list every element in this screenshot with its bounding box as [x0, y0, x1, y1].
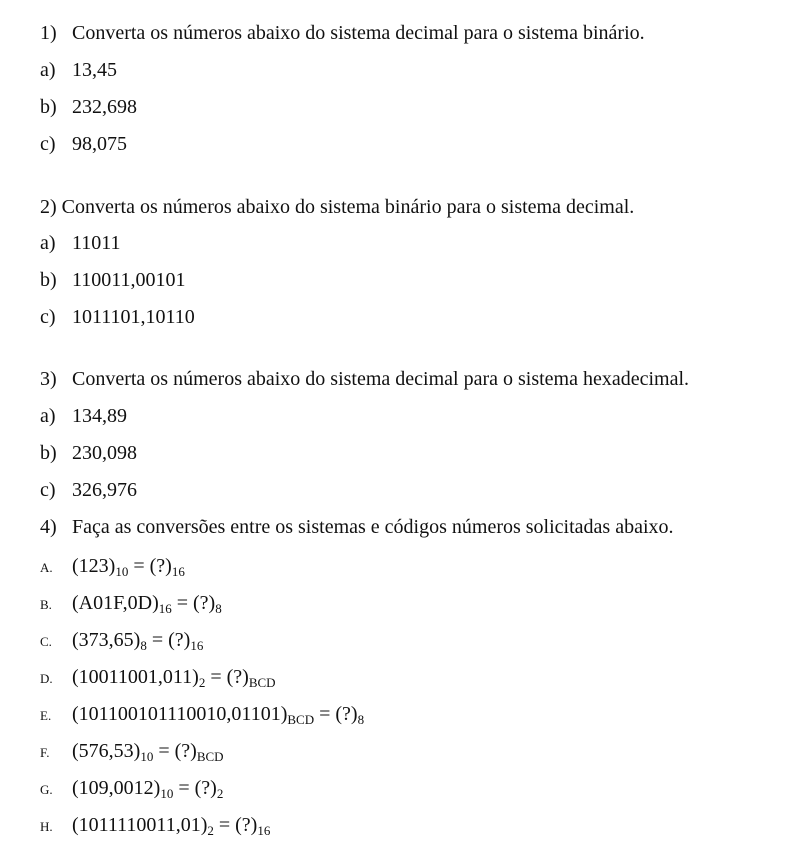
- item-marker: a): [40, 232, 56, 254]
- question-text: 2) Converta os números abaixo do sistema binário para o sistema decimal.: [40, 196, 635, 218]
- item-marker: F.: [40, 745, 50, 760]
- item-value: 98,075: [72, 133, 127, 155]
- rhs-value: = (?): [146, 629, 191, 651]
- lhs-base: 16: [158, 601, 172, 616]
- lhs-base: 10: [160, 786, 174, 801]
- rhs-value: = (?): [153, 740, 197, 762]
- question-number: 4): [40, 516, 57, 538]
- list-item: [40, 441, 137, 465]
- item-marker: c): [40, 479, 56, 501]
- rhs-base: 16: [171, 564, 185, 579]
- list-item: [40, 813, 270, 839]
- item-marker: E.: [40, 708, 52, 723]
- item-marker: c): [40, 133, 56, 155]
- item-value: 1011101,10110: [72, 306, 195, 328]
- question-2-heading: [40, 195, 634, 219]
- list-item: [40, 776, 223, 802]
- item-marker: a): [40, 59, 56, 81]
- item-value: 134,89: [72, 405, 127, 427]
- item-value: 230,098: [72, 442, 137, 464]
- item-value: 13,45: [72, 59, 117, 81]
- list-item: [40, 628, 203, 654]
- lhs-value: (123): [72, 555, 116, 577]
- rhs-value: = (?): [171, 592, 216, 614]
- item-marker: B.: [40, 597, 52, 612]
- item-value: 326,976: [72, 479, 137, 501]
- lhs-base: 2: [198, 675, 206, 690]
- lhs-base: 10: [115, 564, 129, 579]
- rhs-value: = (?): [314, 703, 358, 725]
- item-marker: G.: [40, 782, 53, 797]
- rhs-base: BCD: [196, 749, 224, 764]
- item-marker: b): [40, 442, 57, 464]
- list-item: [40, 404, 127, 428]
- rhs-value: = (?): [128, 555, 172, 577]
- question-1-heading: [40, 21, 645, 45]
- rhs-base: 2: [216, 786, 224, 801]
- list-item: [40, 554, 185, 580]
- question-number: 1): [40, 22, 57, 44]
- lhs-value: (10011001,011): [72, 666, 199, 688]
- item-marker: C.: [40, 634, 52, 649]
- item-marker: A.: [40, 560, 53, 575]
- list-item: [40, 95, 137, 119]
- rhs-base: BCD: [248, 675, 276, 690]
- rhs-base: 8: [357, 712, 365, 727]
- lhs-base: 10: [140, 749, 154, 764]
- rhs-base: 8: [215, 601, 222, 616]
- item-marker: b): [40, 96, 57, 118]
- lhs-value: (109,0012): [72, 777, 161, 799]
- lhs-value: (373,65): [72, 629, 141, 651]
- rhs-base: 16: [190, 638, 204, 653]
- lhs-value: (101100101110010,01101): [72, 703, 288, 725]
- rhs-value: = (?): [173, 777, 217, 799]
- question-text: Faça as conversões entre os sistemas e códigos números solicitadas abaixo.: [72, 516, 674, 538]
- lhs-value: (A01F,0D): [72, 592, 159, 614]
- list-item: [40, 702, 364, 728]
- list-item: [40, 478, 137, 502]
- list-item: [40, 58, 117, 82]
- lhs-base: BCD: [287, 712, 315, 727]
- item-marker: a): [40, 405, 56, 427]
- list-item: [40, 665, 276, 691]
- item-value: 232,698: [72, 96, 137, 118]
- question-number: 3): [40, 368, 57, 390]
- list-item: [40, 739, 224, 765]
- rhs-value: = (?): [205, 666, 249, 688]
- lhs-value: (1011110011,01): [72, 814, 208, 836]
- item-value: 110011,00101: [72, 269, 186, 291]
- list-item: [40, 591, 222, 617]
- question-text: Converta os números abaixo do sistema decimal para o sistema binário.: [72, 22, 645, 44]
- list-item: [40, 132, 127, 156]
- item-marker: D.: [40, 671, 53, 686]
- item-marker: H.: [40, 819, 53, 834]
- question-4-heading: [40, 515, 674, 539]
- lhs-value: (576,53): [72, 740, 141, 762]
- list-item: [40, 305, 195, 329]
- rhs-base: 16: [257, 823, 271, 838]
- rhs-value: = (?): [213, 814, 258, 836]
- list-item: [40, 268, 186, 292]
- list-item: [40, 231, 121, 255]
- question-3-heading: [40, 367, 689, 391]
- item-value: 11011: [72, 232, 121, 254]
- lhs-base: 8: [140, 638, 147, 653]
- question-text: Converta os números abaixo do sistema decimal para o sistema hexadecimal.: [72, 368, 690, 390]
- item-marker: b): [40, 269, 57, 291]
- item-marker: c): [40, 306, 56, 328]
- lhs-base: 2: [207, 823, 214, 838]
